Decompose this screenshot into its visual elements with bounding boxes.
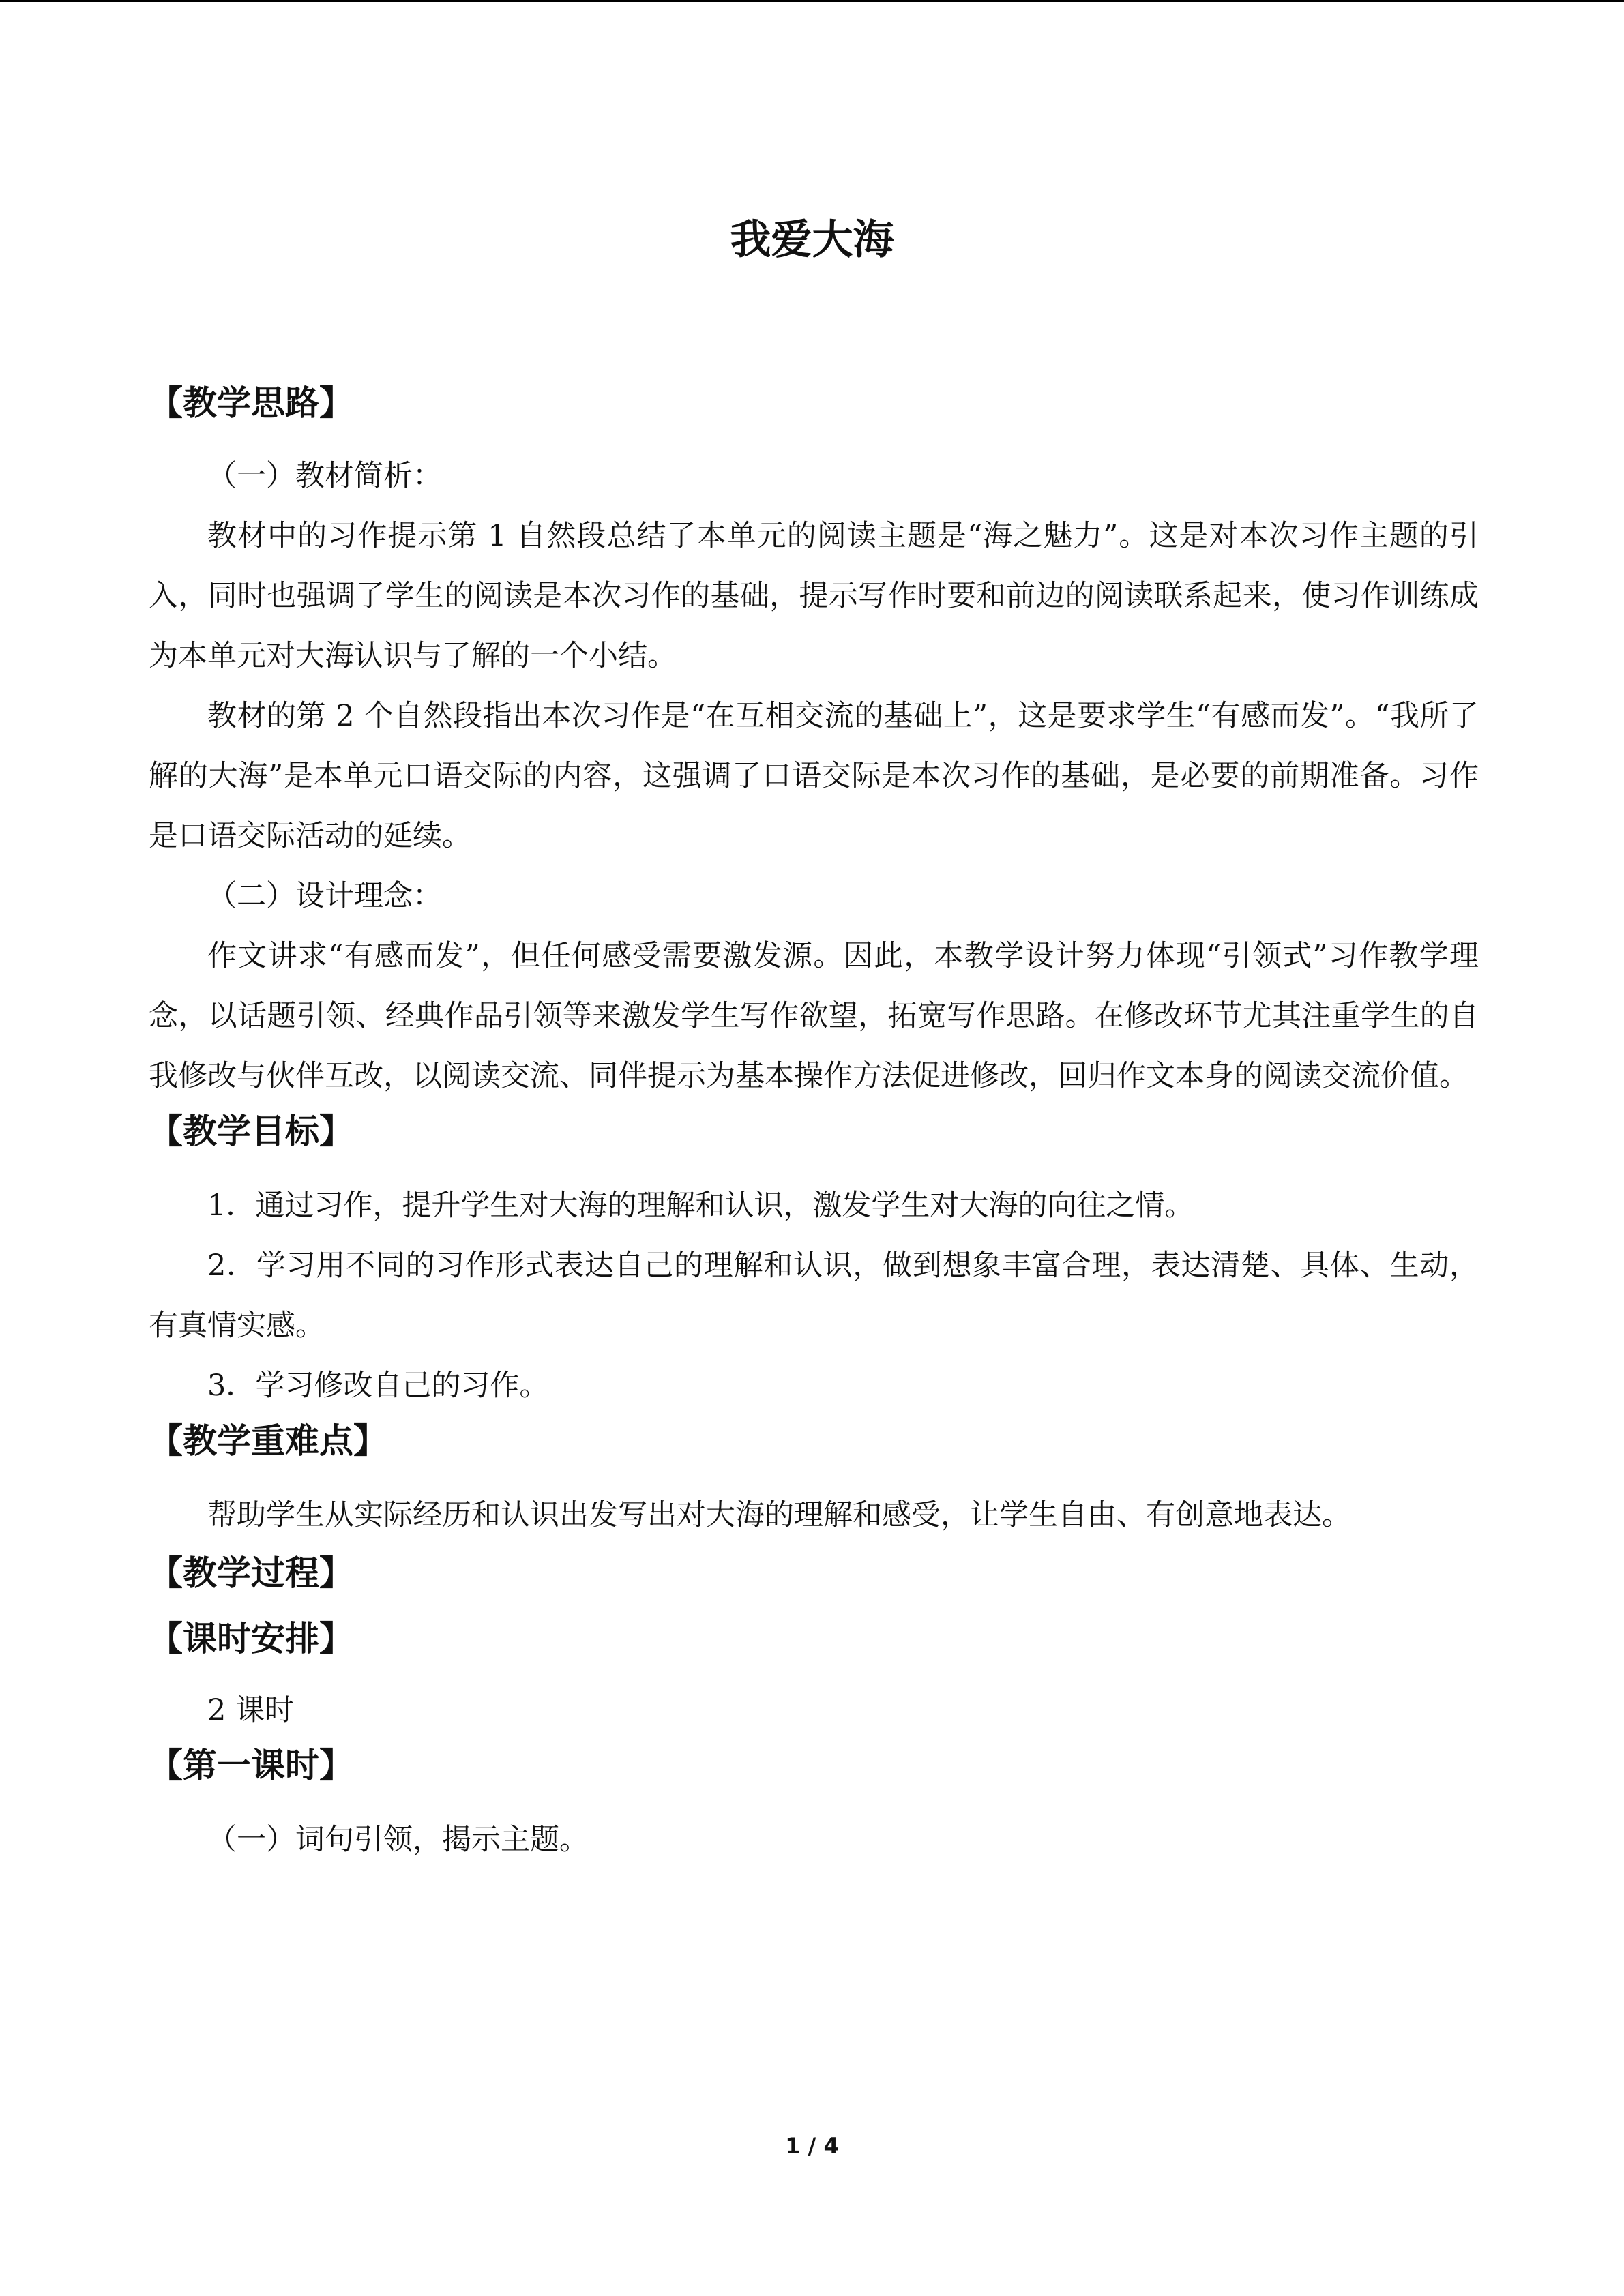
section-teaching-goals — [149, 1107, 1479, 1416]
document-title: 我爱大海 — [730, 216, 894, 264]
heading-first-lesson: 【第一课时】 — [149, 1746, 353, 1785]
goal-item: 3．学习修改自己的习作。 — [207, 1369, 549, 1403]
page-number: 1 / 4 — [785, 2133, 839, 2159]
section-first-lesson — [149, 1742, 1479, 1870]
section-teaching-process — [149, 1549, 1479, 1597]
goal-item: 2．学习用不同的习作形式表达自己的理解和认识，做到想象丰富合理，表达清楚、具体、生动，有真情实感。 — [149, 1249, 1479, 1343]
paragraph: 教材的第 2 个自然段指出本次习作是“在互相交流的基础上”，这是要求学生“有感而发”。“我所了解的大海”是本单元口语交际的内容，这强调了口语交际是本次习作的基础，是必要的前期准备。习作是口语交际活动的延续。 — [149, 699, 1479, 853]
section-schedule — [149, 1615, 1479, 1740]
section-key-points — [149, 1417, 1479, 1545]
heading-teaching-approach: 【教学思路】 — [149, 383, 353, 423]
paragraph: 2 课时 — [207, 1693, 295, 1727]
paragraph: 帮助学生从实际经历和认识出发写出对大海的理解和感受，让学生自由、有创意地表达。 — [207, 1498, 1351, 1532]
heading-teaching-process: 【教学过程】 — [149, 1553, 353, 1593]
subheading-material-analysis: （一）教材简析： — [207, 459, 442, 493]
document-body — [149, 379, 1479, 1870]
goal-item: 1．通过习作，提升学生对大海的理解和认识，激发学生对大海的向往之情。 — [207, 1189, 1194, 1223]
heading-teaching-goals: 【教学目标】 — [149, 1112, 353, 1151]
subheading-word-guide: （一）词句引领，揭示主题。 — [207, 1823, 589, 1857]
top-border — [0, 0, 1624, 2]
heading-schedule: 【课时安排】 — [149, 1619, 353, 1658]
paragraph: 作文讲求“有感而发”，但任何感受需要激发源。因此，本教学设计努力体现“引领式”习作教学理念，以话题引领、经典作品引领等来激发学生写作欲望，拓宽写作思路。在修改环节尤其注重学生的自我修改与伙伴互改，以阅读交流、同伴提示为基本操作方法促进修改，回归作文本身的阅读交流价值。 — [149, 939, 1479, 1093]
subheading-design-concept: （二）设计理念： — [207, 879, 442, 913]
heading-key-points: 【教学重难点】 — [149, 1421, 387, 1461]
paragraph: 教材中的习作提示第 1 自然段总结了本单元的阅读主题是“海之魅力”。这是对本次习作主题的引入，同时也强调了学生的阅读是本次习作的基础，提示写作时要和前边的阅读联系起来，使习作训练成为本单元对大海认识与了解的一个小结。 — [149, 519, 1479, 673]
section-teaching-approach — [149, 379, 1479, 1106]
